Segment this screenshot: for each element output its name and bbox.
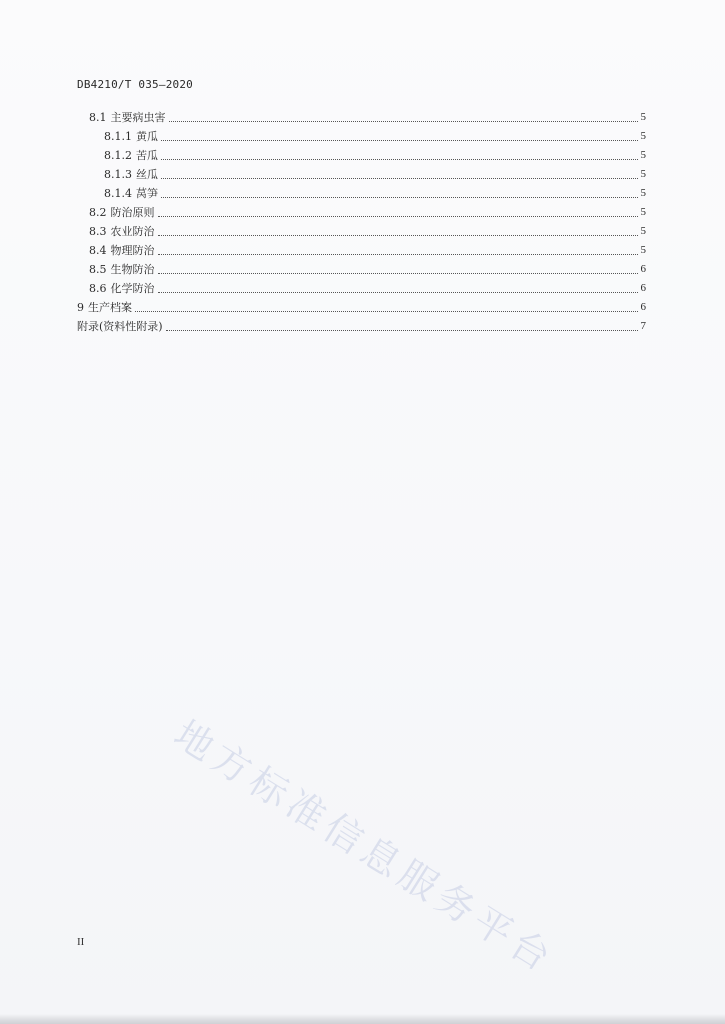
toc-leader-dots	[161, 177, 638, 179]
toc-entry[interactable]	[89, 241, 646, 260]
toc-leader-dots	[158, 215, 638, 217]
toc-entry[interactable]	[77, 298, 646, 317]
toc-entry-page: 7	[640, 320, 646, 332]
toc-entry-page: 6	[640, 263, 646, 275]
toc-entry[interactable]	[89, 108, 646, 127]
toc-entry-page: 5	[640, 225, 646, 237]
toc-entry-page: 5	[640, 206, 646, 218]
page-number: II	[77, 936, 85, 948]
toc-entry-number: 8.5	[89, 263, 107, 276]
toc-entry[interactable]	[104, 127, 646, 146]
toc-entry-title: 生物防治	[110, 263, 155, 276]
toc-entry-number: 8.1.2	[104, 149, 132, 162]
toc-leader-dots	[158, 272, 638, 274]
toc-leader-dots	[169, 120, 638, 122]
toc-leader-dots	[161, 158, 638, 160]
toc-entry-title: 主要病虫害	[110, 111, 166, 124]
toc-entry[interactable]	[89, 203, 646, 222]
toc-entry-number: 9	[77, 301, 84, 314]
toc-entry-title: 物理防治	[110, 244, 155, 257]
toc-entry-title: 附录(资料性附录)	[77, 320, 163, 333]
toc-leader-dots	[161, 139, 638, 141]
scan-edge-shadow	[0, 1014, 725, 1024]
toc-entry-number: 8.3	[89, 225, 107, 238]
toc-entry-number: 8.1	[89, 111, 107, 124]
toc-leader-dots	[158, 253, 638, 255]
toc-entry-title: 苦瓜	[136, 149, 158, 162]
toc-entry-page: 5	[640, 130, 646, 142]
toc-entry-number: 8.1.1	[104, 130, 132, 143]
toc-entry[interactable]	[77, 317, 646, 336]
standard-code: DB4210/T 035—2020	[77, 78, 193, 91]
toc-entry-page: 5	[640, 187, 646, 199]
toc-entry-title: 莴笋	[136, 187, 158, 200]
toc-entry[interactable]	[89, 279, 646, 298]
toc-leader-dots	[135, 310, 638, 312]
toc-entry-page: 5	[640, 168, 646, 180]
toc-entry-number: 8.6	[89, 282, 107, 295]
toc-entry-page: 5	[640, 149, 646, 161]
toc-entry-title: 生产档案	[88, 301, 132, 314]
toc-entry-number: 8.4	[89, 244, 107, 257]
toc-entry[interactable]	[104, 184, 646, 203]
toc-entry-page: 6	[640, 282, 646, 294]
toc-entry-number: 8.1.3	[104, 168, 132, 181]
toc-leader-dots	[158, 291, 638, 293]
toc-entry-title: 丝瓜	[136, 168, 158, 181]
toc-entry[interactable]	[104, 146, 646, 165]
toc-entry[interactable]	[89, 222, 646, 241]
toc-entry[interactable]	[104, 165, 646, 184]
toc-leader-dots	[166, 329, 638, 331]
toc-entry-title: 农业防治	[110, 225, 155, 238]
toc-entry-title: 化学防治	[110, 282, 155, 295]
toc-entry-page: 6	[640, 301, 646, 313]
toc-entry-number: 8.1.4	[104, 187, 132, 200]
toc-entry[interactable]	[89, 260, 646, 279]
toc-leader-dots	[161, 196, 638, 198]
toc-entry-page: 5	[640, 111, 646, 123]
toc-leader-dots	[158, 234, 638, 236]
toc-entry-title: 防治原则	[110, 206, 155, 219]
toc-entry-title: 黄瓜	[136, 130, 158, 143]
toc-entry-page: 5	[640, 244, 646, 256]
toc-entry-number: 8.2	[89, 206, 107, 219]
watermark: 地方标准信息服务平台	[166, 711, 563, 983]
